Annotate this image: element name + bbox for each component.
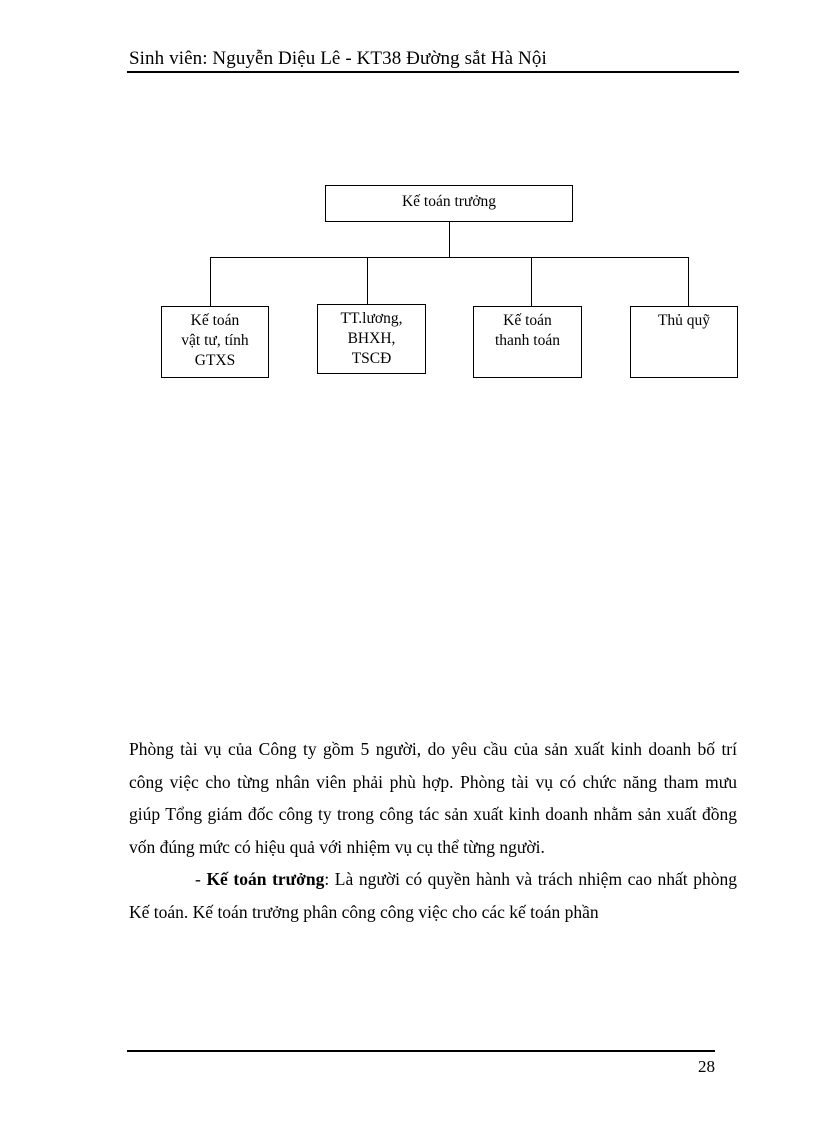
connector-child-3 (531, 257, 532, 306)
body-text (129, 733, 737, 929)
chart-box-tt-luong: TT.lương, BHXH, TSCĐ (317, 304, 426, 374)
connector-child-4 (688, 257, 689, 306)
chart-box-thu-quy: Thủ quỹ (630, 306, 738, 378)
page-number: 28 (698, 1057, 715, 1076)
chart-root-label: Kế toán trưởng (401, 193, 497, 210)
chart-root-box (325, 185, 573, 222)
connector-child-1 (210, 257, 211, 306)
header-rule (127, 71, 739, 73)
term-ke-toan-truong: Kế toán trưởng (206, 869, 325, 890)
connector-horizontal (210, 257, 689, 258)
chart-box-ke-toan-vat-tu: Kế toán vật tư, tính GTXS (161, 306, 269, 378)
connector-root-down (449, 222, 450, 257)
footer-rule (127, 1050, 715, 1052)
paragraph-2: - Kế toán trưởng: Là người có quyền hành và trách nhiệm cao nhất phòng Kế toán. Kế toán trưởng phân công công việc cho các kế toán phần (129, 869, 738, 922)
connector-child-2 (367, 257, 368, 304)
paragraph-1: Phòng tài vụ của Công ty gồm 5 người, do yêu cầu của sản xuất kinh doanh bố trí công việc cho từng nhân viên phải phù hợp. Phòng tài vụ có chức năng tham mưu giúp Tổng giám đốc công ty trong công tác sản xuất kinh doanh nhằm sản xuất đồng vốn đúng mức có hiệu quả với nhiệm vụ cụ thể từng người. (129, 739, 737, 857)
page-header: Sinh viên: Nguyễn Diệu Lê - KT38 Đường sắt Hà Nội (129, 48, 547, 69)
chart-box-ke-toan-thanh-toan: Kế toán thanh toán (473, 306, 582, 378)
